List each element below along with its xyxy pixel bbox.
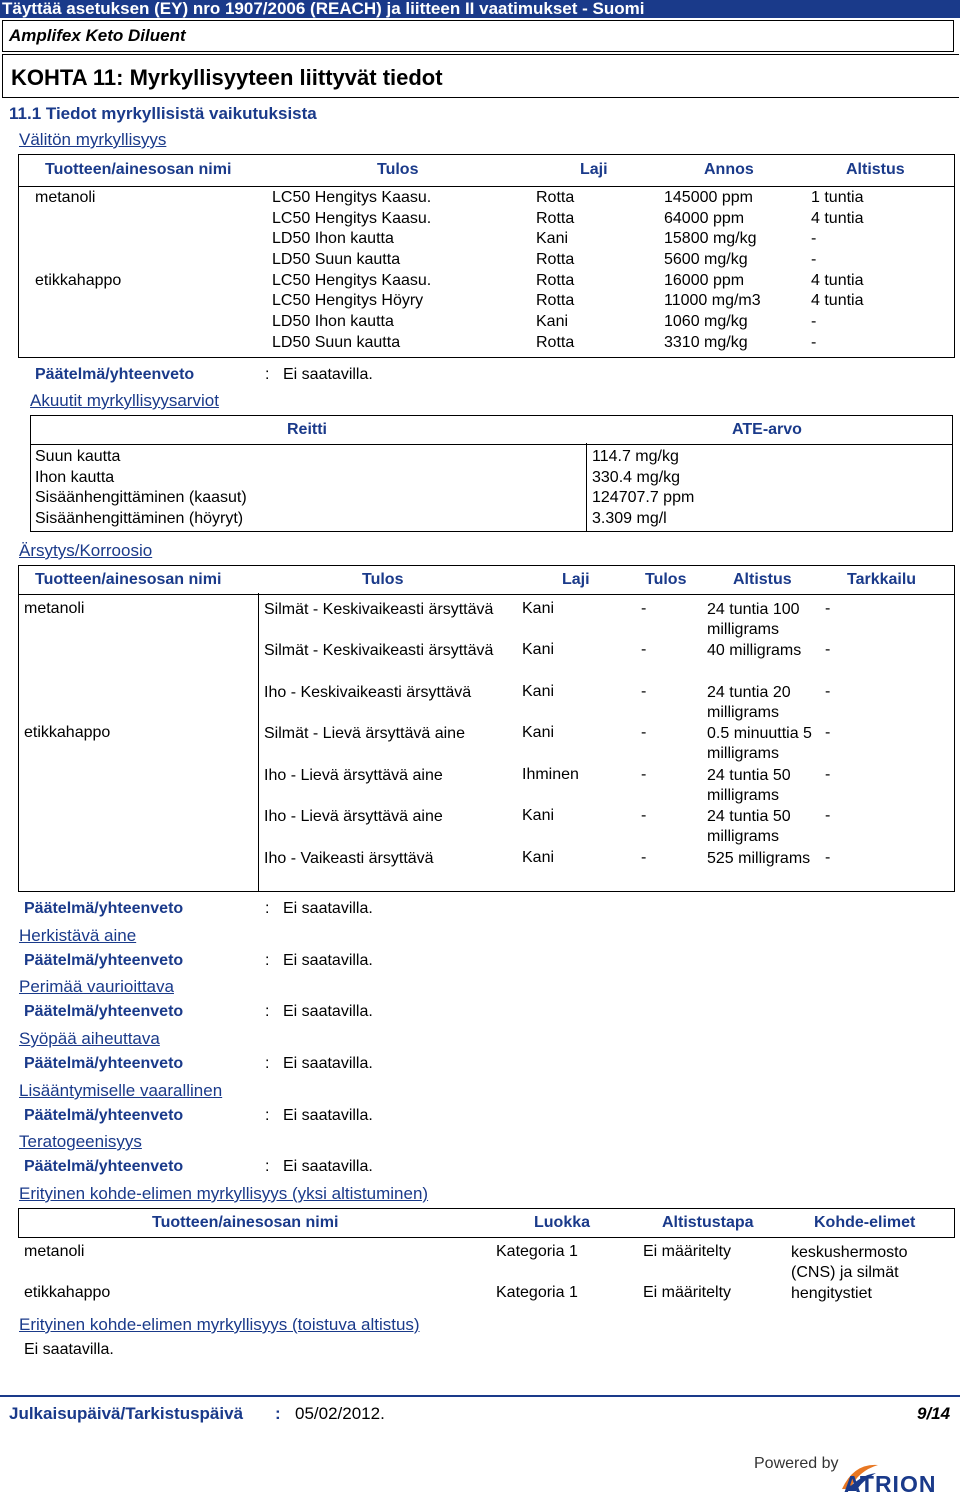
irr-row-result: Silmät - Keskivaikeasti ärsyttävä xyxy=(264,601,494,618)
irr-row-species: Kani xyxy=(522,600,555,617)
acute-row-result: LC50 Hengitys Kaasu. xyxy=(272,272,432,289)
atrion-wordmark: ATRION xyxy=(844,1471,937,1497)
conclusion-label: Päätelmä/yhteenveto xyxy=(24,900,184,917)
acute-row-exposure: - xyxy=(811,313,817,330)
irr-row-species: Kani xyxy=(522,849,555,866)
footer-divider xyxy=(0,1395,960,1397)
product-name: Amplifex Keto Diluent xyxy=(9,26,186,45)
conclusion-label: Päätelmä/yhteenveto xyxy=(24,1107,184,1124)
irr-row-exposure: 24 tuntia 20 milligrams xyxy=(707,684,791,721)
conclusion-colon: : xyxy=(265,1107,270,1124)
irr-header-species: Laji xyxy=(562,571,590,588)
acute-row-exposure: 1 tuntia xyxy=(811,189,864,206)
ate-heading: Akuutit myrkyllisyysarviot xyxy=(30,391,219,410)
conclusion-label: Päätelmä/yhteenveto xyxy=(24,1003,184,1020)
section-title: KOHTA 11: Myrkyllisyyteen liittyvät tiedot xyxy=(11,65,443,90)
irr-row-observation: - xyxy=(825,600,831,617)
section-title-box xyxy=(2,54,959,98)
irr-row-exposure: 525 milligrams xyxy=(707,850,811,867)
acute-row-result: LD50 Suun kautta xyxy=(272,334,401,351)
conclusion-colon: : xyxy=(265,900,270,917)
conclusion-value: Ei saatavilla. xyxy=(283,1055,373,1072)
powered-by-text: Powered by xyxy=(754,1455,839,1472)
ate-row-value: 3.309 mg/l xyxy=(592,510,667,527)
irr-row-score: - xyxy=(641,683,647,700)
irr-row-result: Iho - Lievä ärsyttävä aine xyxy=(264,767,443,784)
irr-row-observation: - xyxy=(825,807,831,824)
irr-row-exposure: 24 tuntia 100 milligrams xyxy=(707,601,800,638)
acute-row-result: LD50 Ihon kautta xyxy=(272,230,394,247)
ate-row-route: Sisäänhengittäminen (kaasut) xyxy=(35,489,247,506)
acute-row-dose: 11000 mg/m3 xyxy=(664,292,761,309)
acute-header-exposure: Altistus xyxy=(846,161,905,178)
irr-row-species: Kani xyxy=(522,641,555,658)
acute-row-dose: 3310 mg/kg xyxy=(664,334,748,351)
irr-row-exposure: 40 milligrams xyxy=(707,642,802,659)
ate-row-route: Ihon kautta xyxy=(35,469,115,486)
acute-row-exposure: 4 tuntia xyxy=(811,210,864,227)
conclusion-label: Päätelmä/yhteenveto xyxy=(24,1055,184,1072)
conclusion-colon: : xyxy=(265,1003,270,1020)
conclusion-label: Päätelmä/yhteenveto xyxy=(24,1158,184,1175)
atrion-logo xyxy=(752,1453,960,1497)
ate-row-route: Sisäänhengittäminen (höyryt) xyxy=(35,510,244,527)
irr-row-result: Iho - Lievä ärsyttävä aine xyxy=(264,808,443,825)
regulation-text: Täyttää asetuksen (EY) nro 1907/2006 (REACH) ja liitteen II vaatimukset - Suomi xyxy=(2,0,645,18)
conclusion-label: Päätelmä/yhteenveto xyxy=(35,366,195,383)
irr-row-observation: - xyxy=(825,849,831,866)
acute-row-exposure: - xyxy=(811,251,817,268)
irr-row-result: Silmät - Lievä ärsyttävä aine xyxy=(264,725,465,742)
irr-header-exposure: Altistus xyxy=(733,571,792,588)
irr-row-score: - xyxy=(641,849,647,866)
regulation-banner xyxy=(0,0,960,18)
acute-row-species: Kani xyxy=(536,313,569,330)
acute-row-exposure: - xyxy=(811,334,817,351)
acute-row-dose: 64000 ppm xyxy=(664,210,745,227)
irr-row-exposure: 24 tuntia 50 milligrams xyxy=(707,767,791,804)
irr-header-score: Tulos xyxy=(645,571,687,588)
acute-row-exposure: 4 tuntia xyxy=(811,272,864,289)
stot-row-target: keskushermosto (CNS) ja silmät xyxy=(791,1244,908,1281)
stot-header-route: Altistustapa xyxy=(662,1214,754,1231)
irr-name-column xyxy=(18,593,259,892)
acute-row-dose: 145000 ppm xyxy=(664,189,753,206)
acute-row-species: Rotta xyxy=(536,334,575,351)
acute-row-species: Rotta xyxy=(536,292,575,309)
footer-date-label: Julkaisupäivä/Tarkistuspäivä xyxy=(9,1404,244,1423)
ate-table-header xyxy=(30,415,953,445)
hazard-heading: Lisääntymiselle vaarallinen xyxy=(19,1081,223,1100)
acute-row-species: Rotta xyxy=(536,251,575,268)
stot-row-name: etikkahappo xyxy=(24,1284,111,1301)
irr-row-score: - xyxy=(641,600,647,617)
stot-header-category: Luokka xyxy=(534,1214,591,1231)
acute-row-result: LC50 Hengitys Kaasu. xyxy=(272,189,432,206)
acute-row-name: etikkahappo xyxy=(35,272,122,289)
footer-date: 05/02/2012. xyxy=(295,1404,385,1423)
acute-row-species: Rotta xyxy=(536,210,575,227)
acute-toxicity-heading: Välitön myrkyllisyys xyxy=(19,130,167,149)
irr-row-exposure: 0.5 minuuttia 5 milligrams xyxy=(707,725,812,762)
stot-header-target: Kohde-elimet xyxy=(814,1214,916,1231)
acute-row-name: metanoli xyxy=(35,189,96,206)
hazard-heading: Herkistävä aine xyxy=(19,926,137,945)
ate-header-route: Reitti xyxy=(287,421,327,438)
acute-row-species: Kani xyxy=(536,230,569,247)
conclusion-colon: : xyxy=(265,1158,270,1175)
irr-row-score: - xyxy=(641,641,647,658)
hazard-heading: Erityinen kohde-elimen myrkyllisyys (yksi altistuminen) xyxy=(19,1184,429,1203)
irr-row-name: etikkahappo xyxy=(24,724,111,741)
irr-row-exposure: 24 tuntia 50 milligrams xyxy=(707,808,791,845)
stot-row-name: metanoli xyxy=(24,1243,85,1260)
stot-row-target: hengitystiet xyxy=(791,1285,872,1302)
irr-row-observation: - xyxy=(825,766,831,783)
hazard-heading: Perimää vaurioittava xyxy=(19,977,174,996)
conclusion-value: Ei saatavilla. xyxy=(283,952,373,969)
page-number: 9/14 xyxy=(917,1404,951,1423)
conclusion-colon: : xyxy=(265,952,270,969)
acute-row-dose: 1060 mg/kg xyxy=(664,313,748,330)
ate-header-value: ATE-arvo xyxy=(732,421,802,438)
irr-row-score: - xyxy=(641,724,647,741)
irr-row-species: Ihminen xyxy=(522,766,579,783)
acute-row-dose: 15800 mg/kg xyxy=(664,230,757,247)
conclusion-label: Päätelmä/yhteenveto xyxy=(24,952,184,969)
hazard-heading: Syöpää aiheuttava xyxy=(19,1029,160,1048)
acute-row-result: LC50 Hengitys Kaasu. xyxy=(272,210,432,227)
stot-row-category: Kategoria 1 xyxy=(496,1284,578,1301)
acute-header-name: Tuotteen/ainesosan nimi xyxy=(45,161,232,178)
conclusion-colon: : xyxy=(265,366,270,383)
ate-row-value: 114.7 mg/kg xyxy=(592,448,679,465)
acute-row-exposure: - xyxy=(811,230,817,247)
stot-row-route: Ei määritelty xyxy=(643,1284,732,1301)
conclusion-value: Ei saatavilla. xyxy=(283,366,373,383)
acute-header-result: Tulos xyxy=(377,161,419,178)
subsection-title: 11.1 Tiedot myrkyllisistä vaikutuksista xyxy=(9,104,317,123)
acute-row-result: LC50 Hengitys Höyry xyxy=(272,292,424,309)
irr-row-observation: - xyxy=(825,683,831,700)
irr-row-observation: - xyxy=(825,641,831,658)
stot-row-category: Kategoria 1 xyxy=(496,1243,578,1260)
irr-header-name: Tuotteen/ainesosan nimi xyxy=(35,571,222,588)
ate-row-route: Suun kautta xyxy=(35,448,121,465)
acute-row-result: LD50 Ihon kautta xyxy=(272,313,394,330)
irr-row-result: Iho - Vaikeasti ärsyttävä xyxy=(264,850,434,867)
irr-row-species: Kani xyxy=(522,724,555,741)
conclusion-colon: : xyxy=(265,1055,270,1072)
ate-row-value: 124707.7 ppm xyxy=(592,489,695,506)
acute-row-dose: 5600 mg/kg xyxy=(664,251,748,268)
irr-row-score: - xyxy=(641,807,647,824)
irr-header-result: Tulos xyxy=(362,571,404,588)
irr-row-species: Kani xyxy=(522,807,555,824)
irr-row-species: Kani xyxy=(522,683,555,700)
irritation-heading: Ärsytys/Korroosio xyxy=(19,541,153,560)
ate-row-value: 330.4 mg/kg xyxy=(592,469,681,486)
hazard-heading: Teratogeenisyys xyxy=(19,1132,142,1151)
footer-colon: : xyxy=(275,1404,281,1423)
irr-row-name: metanoli xyxy=(24,600,85,617)
acute-header-species: Laji xyxy=(580,161,608,178)
product-name-box xyxy=(2,20,954,52)
irr-row-observation: - xyxy=(825,724,831,741)
acute-row-result: LD50 Suun kautta xyxy=(272,251,401,268)
stot-repeated-value: Ei saatavilla. xyxy=(24,1341,114,1358)
acute-row-species: Rotta xyxy=(536,272,575,289)
acute-row-exposure: 4 tuntia xyxy=(811,292,864,309)
conclusion-value: Ei saatavilla. xyxy=(283,1003,373,1020)
stot-repeated-heading: Erityinen kohde-elimen myrkyllisyys (toistuva altistus) xyxy=(19,1315,420,1334)
acute-row-species: Rotta xyxy=(536,189,575,206)
stot-header-name: Tuotteen/ainesosan nimi xyxy=(152,1214,339,1231)
irr-row-score: - xyxy=(641,766,647,783)
acute-row-dose: 16000 ppm xyxy=(664,272,745,289)
irr-header-observation: Tarkkailu xyxy=(847,571,917,588)
conclusion-value: Ei saatavilla. xyxy=(283,900,373,917)
stot-row-route: Ei määritelty xyxy=(643,1243,732,1260)
conclusion-value: Ei saatavilla. xyxy=(283,1107,373,1124)
acute-header-dose: Annos xyxy=(704,161,754,178)
conclusion-value: Ei saatavilla. xyxy=(283,1158,373,1175)
irr-row-result: Silmät - Keskivaikeasti ärsyttävä xyxy=(264,642,494,659)
irr-row-result: Iho - Keskivaikeasti ärsyttävä xyxy=(264,684,472,701)
